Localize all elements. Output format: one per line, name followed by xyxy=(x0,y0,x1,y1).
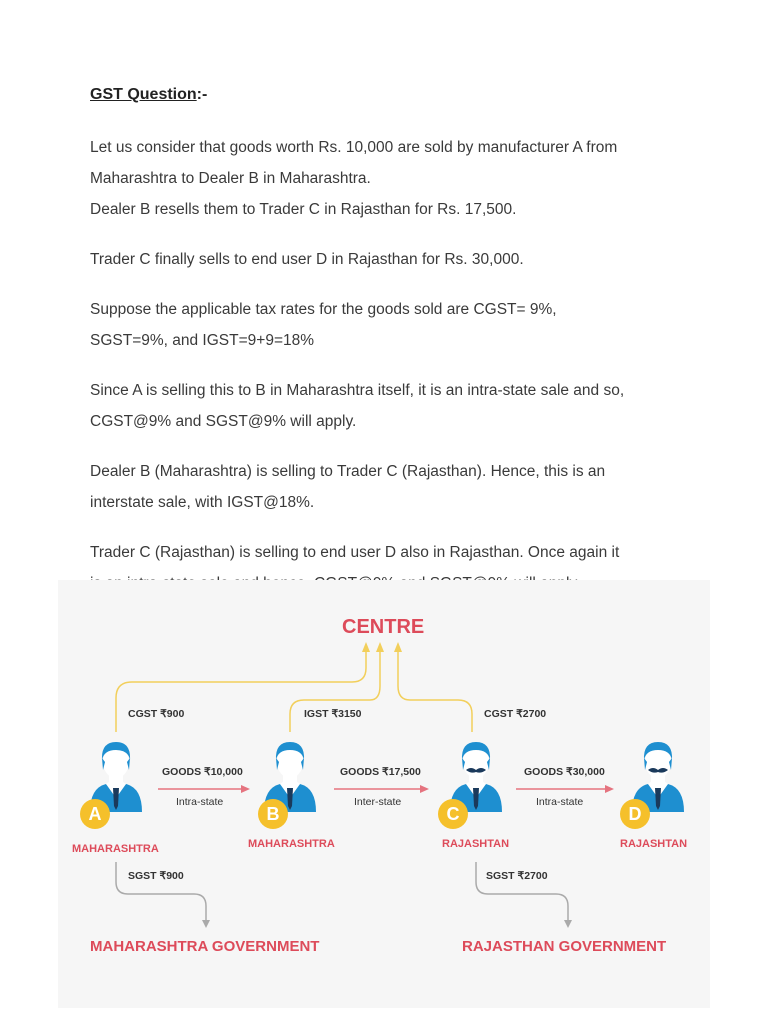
paragraph-line: Dealer B resells them to Trader C in Rajasthan for Rs. 17,500. xyxy=(90,201,517,218)
goods-amount: ₹30,000 xyxy=(566,766,605,778)
paragraph-line: Trader C finally sells to end user D in Rajasthan for Rs. 30,000. xyxy=(90,251,524,268)
goods-label-b-c xyxy=(340,766,421,778)
tax-amount: ₹3150 xyxy=(331,708,362,720)
goods-word: GOODS xyxy=(524,766,564,778)
page-heading xyxy=(90,84,710,106)
goods-word: GOODS xyxy=(162,766,202,778)
party-c-badge: C xyxy=(438,799,468,829)
paragraph-1 xyxy=(90,132,710,194)
sgst-label-maharashtra xyxy=(128,870,184,882)
paragraph-line: Maharashtra to Dealer B in Maharashtra. xyxy=(90,170,371,187)
arrowheads-to-centre xyxy=(362,642,402,652)
paragraph-line: Since A is selling this to B in Maharashtra itself, it is an intra-state sale and so, xyxy=(90,382,625,399)
sgst-label-rajasthan xyxy=(486,870,548,882)
goods-label-c-d xyxy=(524,766,605,778)
paragraph-5 xyxy=(90,375,710,437)
party-d-state: RAJASHTAN xyxy=(620,838,688,850)
paragraph-2 xyxy=(90,194,710,225)
paragraph-3 xyxy=(90,244,710,275)
tax-label-cgst-c xyxy=(484,708,546,720)
goods-word: GOODS xyxy=(340,766,380,778)
party-b-badge: B xyxy=(258,799,288,829)
tax-amount: ₹2700 xyxy=(517,870,548,882)
goods-amount: ₹10,000 xyxy=(204,766,243,778)
paragraph-line: CGST@9% and SGST@9% will apply. xyxy=(90,413,357,430)
transfer-kind-c-d: Intra-state xyxy=(536,796,584,808)
tax-name: SGST xyxy=(486,870,515,882)
tax-amount: ₹900 xyxy=(160,708,185,720)
rajasthan-government: RAJASTHAN GOVERNMENT xyxy=(462,938,667,955)
maharashtra-government: MAHARASHTRA GOVERNMENT xyxy=(90,938,320,955)
tax-name: CGST xyxy=(484,708,514,720)
transfer-kind-b-c: Inter-state xyxy=(354,796,402,808)
tax-label-cgst-a xyxy=(128,708,184,720)
paragraph-6 xyxy=(90,456,710,518)
tax-amount: ₹2700 xyxy=(516,708,547,720)
paragraph-line: Let us consider that goods worth Rs. 10,000 are sold by manufacturer A from xyxy=(90,139,618,156)
party-c-state: RAJASHTAN xyxy=(442,838,510,850)
tax-name: SGST xyxy=(128,870,157,882)
centre-title: CENTRE xyxy=(342,616,425,638)
tax-name: CGST xyxy=(128,708,158,720)
tax-label-igst-b xyxy=(304,708,361,720)
paragraph-line: SGST=9%, and IGST=9+9=18% xyxy=(90,332,315,349)
paragraph-line: Suppose the applicable tax rates for the goods sold are CGST= 9%, xyxy=(90,301,557,318)
party-d-badge: D xyxy=(620,799,650,829)
paragraph-line: Dealer B (Maharashtra) is selling to Trader C (Rajasthan). Hence, this is an xyxy=(90,463,606,480)
paragraph-line: interstate sale, with IGST@18%. xyxy=(90,494,315,511)
goods-label-a-b xyxy=(162,766,243,778)
arrowheads-to-governments xyxy=(202,920,572,928)
party-b-state: MAHARASHTRA xyxy=(248,838,335,850)
paragraph-4 xyxy=(90,294,710,356)
heading-suffix: :- xyxy=(196,86,208,103)
tax-name: IGST xyxy=(304,708,329,720)
document-body xyxy=(90,84,710,618)
transfer-kind-a-b: Intra-state xyxy=(176,796,224,808)
gst-flow-diagram xyxy=(58,580,710,1008)
heading-text: GST Question xyxy=(90,86,197,103)
paragraph-line: Trader C (Rajasthan) is selling to end user D also in Rajasthan. Once again it xyxy=(90,544,620,561)
party-a-state: MAHARASHTRA xyxy=(72,843,159,855)
tax-amount: ₹900 xyxy=(159,870,184,882)
party-a-badge: A xyxy=(80,799,110,829)
goods-amount: ₹17,500 xyxy=(382,766,421,778)
